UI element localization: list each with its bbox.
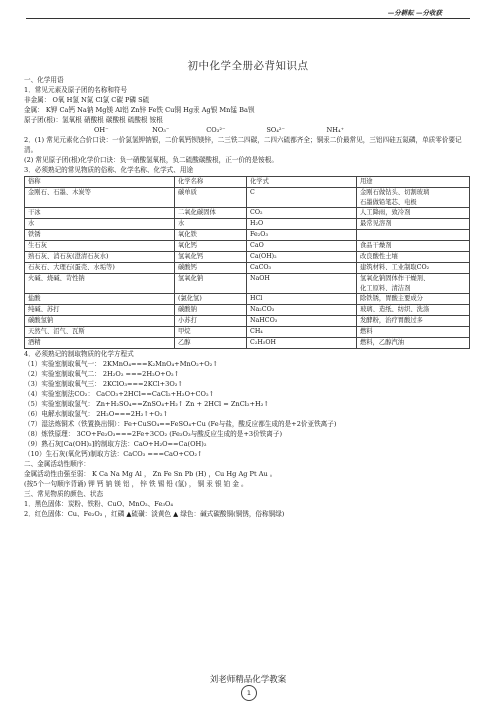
table-cell: Fe₂O₃ — [247, 230, 357, 241]
equation-line: （7）湿法炼铜术（铁置换出铜）：Fe+CuSO₄==FeSO₄+Cu (Fe与盐，酸反应都生成的是+2价亚铁离子) — [24, 420, 337, 428]
table-cell: 干冰 — [25, 208, 175, 219]
table-cell: 碳酸氢钠 — [25, 316, 175, 327]
table-cell: 氢氧化钠 — [175, 274, 247, 294]
table-cell: 金刚石、石墨、木炭等 — [25, 188, 175, 208]
table-cell: 石灰石、大理石(蛋壳、水垢等) — [25, 263, 175, 274]
table-cell: 氧化铁 — [175, 230, 247, 241]
table-cell: 除铁锈，胃酸主要成分 — [357, 294, 470, 305]
ion-formula: SO₄²⁻ — [266, 126, 286, 134]
table-cell: 天然气、沼气、瓦斯 — [25, 327, 175, 338]
table-row — [25, 188, 470, 208]
table-cell: (氯化氢) — [175, 294, 247, 305]
table-cell: CH₄ — [247, 327, 357, 338]
table-row — [25, 252, 470, 263]
table-row — [25, 230, 470, 241]
table-cell: C₂H₅OH — [247, 338, 357, 349]
table-cell: HCl — [247, 294, 357, 305]
table-cell: CaO — [247, 241, 357, 252]
equation-line: （8）炼铁原理： 3CO+Fe₂O₃===2Fe+3CO₂ (Fe₂O₃与酸反应生成的是+3价铁离子) — [24, 430, 283, 438]
table-cell: 玻璃、造纸、纺织、洗涤 — [357, 305, 470, 316]
radical-names: 原子团(根)：氢氧根 硝酸根 碳酸根 硫酸根 铵根 — [24, 116, 163, 124]
table-cell: 水 — [25, 219, 175, 230]
table-cell: 乙醇 — [175, 338, 247, 349]
equation-list — [24, 359, 472, 459]
table-cell: 生石灰 — [25, 241, 175, 252]
table-cell: 碳酸钙 — [175, 263, 247, 274]
ion-formula: OH⁻ — [94, 126, 109, 134]
section-heading: 一、化学用语 — [24, 76, 64, 84]
table-cell: NaOH — [247, 274, 357, 294]
equation-line: （2）实验室制取氧气二： 2H₂O₂ ===2H₂O+O₂↑ — [24, 370, 180, 378]
table-row — [25, 327, 470, 338]
table-row — [25, 338, 470, 349]
equation-line: （1）实验室制取氧气一： 2KMnO₄===K₂MnO₄+MnO₂+O₂↑ — [24, 360, 218, 368]
table-cell: 碳酸钠 — [175, 305, 247, 316]
table-cell: 盐酸 — [25, 294, 175, 305]
equation-line: （9）熟石灰[Ca(OH)₂]的制取方法：CaO+H₂O==Ca(OH)₂ — [24, 440, 207, 448]
table-cell: 碳单质 — [175, 188, 247, 208]
table-cell: 水 — [175, 219, 247, 230]
header-slogan: —分耕耘 —分收获 — [387, 9, 442, 17]
table-cell: 食品干燥剂 — [357, 241, 470, 252]
table-row — [25, 208, 470, 219]
nonmetal-symbols: 非金属： O氧 H氢 N氮 Cl氯 C碳 P磷 S硫 — [24, 96, 150, 104]
table-header-row — [25, 177, 470, 188]
table-cell: 燃料 — [357, 327, 470, 338]
table-cell: Na₂CO₃ — [247, 305, 357, 316]
document-body — [24, 75, 472, 519]
table-cell: 改良酸性土壤 — [357, 252, 470, 263]
column-header: 化学式 — [247, 177, 357, 188]
table-cell — [357, 230, 470, 241]
ion-formula: CO₃²⁻ — [206, 126, 226, 134]
column-header: 俗称 — [25, 177, 175, 188]
table-cell: 最常见溶剂 — [357, 219, 470, 230]
section-heading: 4．必须熟记的制取物质的化学方程式 — [24, 350, 134, 358]
section-heading: 三、常见物质的颜色、状态 — [24, 490, 104, 498]
ion-formula: NH₄⁺ — [326, 126, 345, 134]
footer-text: 刘老师精品化学教案 — [209, 675, 287, 685]
color-item: 1．黑色固体：炭粉、铁粉、CuO、MnO₂、Fe₃O₄ — [24, 500, 174, 508]
column-header: 化学名称 — [175, 177, 247, 188]
table-cell: 发酵粉，治疗胃酸过多 — [357, 316, 470, 327]
table-cell: 小苏打 — [175, 316, 247, 327]
table-cell: C — [247, 188, 357, 208]
table-cell: 纯碱、苏打 — [25, 305, 175, 316]
header-divider — [26, 18, 470, 19]
section-heading: 二、金属活动性顺序： — [24, 460, 90, 468]
table-cell: CaCO₃ — [247, 263, 357, 274]
valence-rhyme: 2．(1) 常见元素化合价口诀：一价氯氢钾钠银，二价氧钙钡镁锌，二三铁二四碳，二四六硫都齐全；铜汞二价最常见，三铝四硅五氮磷，单质零价要记清。 — [24, 136, 462, 154]
column-header: 用途 — [357, 177, 470, 188]
table-cell: 金刚石做钻头、切割玻璃 石墨做铅笔芯、电极 — [357, 188, 470, 208]
equation-line: （4）实验室制法CO₂： CaCO₃+2HCl==CaCl₂+H₂O+CO₂↑ — [24, 390, 215, 398]
table-cell: 建筑材料、工业制取CO₂ — [357, 263, 470, 274]
activity-series: 金属活动性由强至弱： K Ca Na Mg Al ， Zn Fe Sn Pb (H) ，Cu Hg Ag Pt Au 。 — [24, 470, 277, 478]
table-row — [25, 241, 470, 252]
equation-line: （10）生石灰(氧化钙)制取方法：CaCO₃ ===CaO+CO₂↑ — [24, 450, 203, 458]
table-cell: CO₂ — [247, 208, 357, 219]
table-cell: 二氧化碳固体 — [175, 208, 247, 219]
table-row — [25, 294, 470, 305]
subsection-heading: 3．必须熟记的常见物质的俗称、化学名称、化学式、用途 — [24, 166, 194, 174]
table-body — [25, 188, 470, 349]
activity-mnemonic: (按5个一句顺序背诵) 钾 钙 钠 镁 铝 ， 锌 铁 锡 铅 (氢) ， 铜 汞 银 铂 金 。 — [24, 480, 248, 488]
table-cell: 火碱、烧碱、苛性钠 — [25, 274, 175, 294]
table-row — [25, 316, 470, 327]
equation-line: （6）电解水制取氢气： 2H₂O===2H₂↑+O₂↑ — [24, 410, 169, 418]
subsection-heading: 1．常见元素及原子团的名称和符号 — [24, 86, 128, 94]
table-row — [25, 274, 470, 294]
table-row — [25, 263, 470, 274]
table-cell: 燃料，乙醇汽油 — [357, 338, 470, 349]
table-cell: 熟石灰、消石灰(澄清石灰水) — [25, 252, 175, 263]
table-cell: NaHCO₃ — [247, 316, 357, 327]
table-cell: 氢氧化钠固体作干燥剂、 化工原料、清洁剂 — [357, 274, 470, 294]
table-row — [25, 305, 470, 316]
table-cell: 甲烷 — [175, 327, 247, 338]
table-cell: 铁锈 — [25, 230, 175, 241]
equation-line: （3）实验室制取氧气三： 2KClO₃===2KCl+3O₂↑ — [24, 380, 183, 388]
page-title: 初中化学全册必背知识点 — [187, 60, 309, 72]
table-cell: H₂O — [247, 219, 357, 230]
table-row — [25, 219, 470, 230]
radical-valence-rhyme: (2) 常见原子团(根)化学价口诀：负一硝酸氢氧根，负二硫酸碳酸根，正一价的是铵根。 — [24, 156, 278, 164]
metal-symbols: 金属： K钾 Ca钙 Na钠 Mg镁 Al铝 Zn锌 Fe铁 Cu铜 Hg汞 Ag银 Mn锰 Ba钡 — [24, 106, 255, 114]
table-cell: 氧化钙 — [175, 241, 247, 252]
ion-formula: NO₃⁻ — [152, 126, 170, 134]
radical-formulas — [24, 125, 472, 135]
table-cell: 氢氧化钙 — [175, 252, 247, 263]
page-number: 1 — [241, 685, 257, 701]
table-cell: Ca(OH)₂ — [247, 252, 357, 263]
equation-line: （5）实验室制取氢气： Zn+H₂SO₄==ZnSO₄+H₂↑ Zn + 2HCl = ZnCl₂+H₂↑ — [24, 400, 269, 408]
substance-table — [24, 176, 470, 349]
table-cell: 人工降雨，致冷剂 — [357, 208, 470, 219]
table-cell: 酒精 — [25, 338, 175, 349]
color-item: 2．红色固体：Cu、Fe₂O₃ ，红磷 ▲硫磺：淡黄色 ▲ 绿色：碱式碳酸铜(铜锈，俗称铜绿) — [24, 510, 285, 518]
